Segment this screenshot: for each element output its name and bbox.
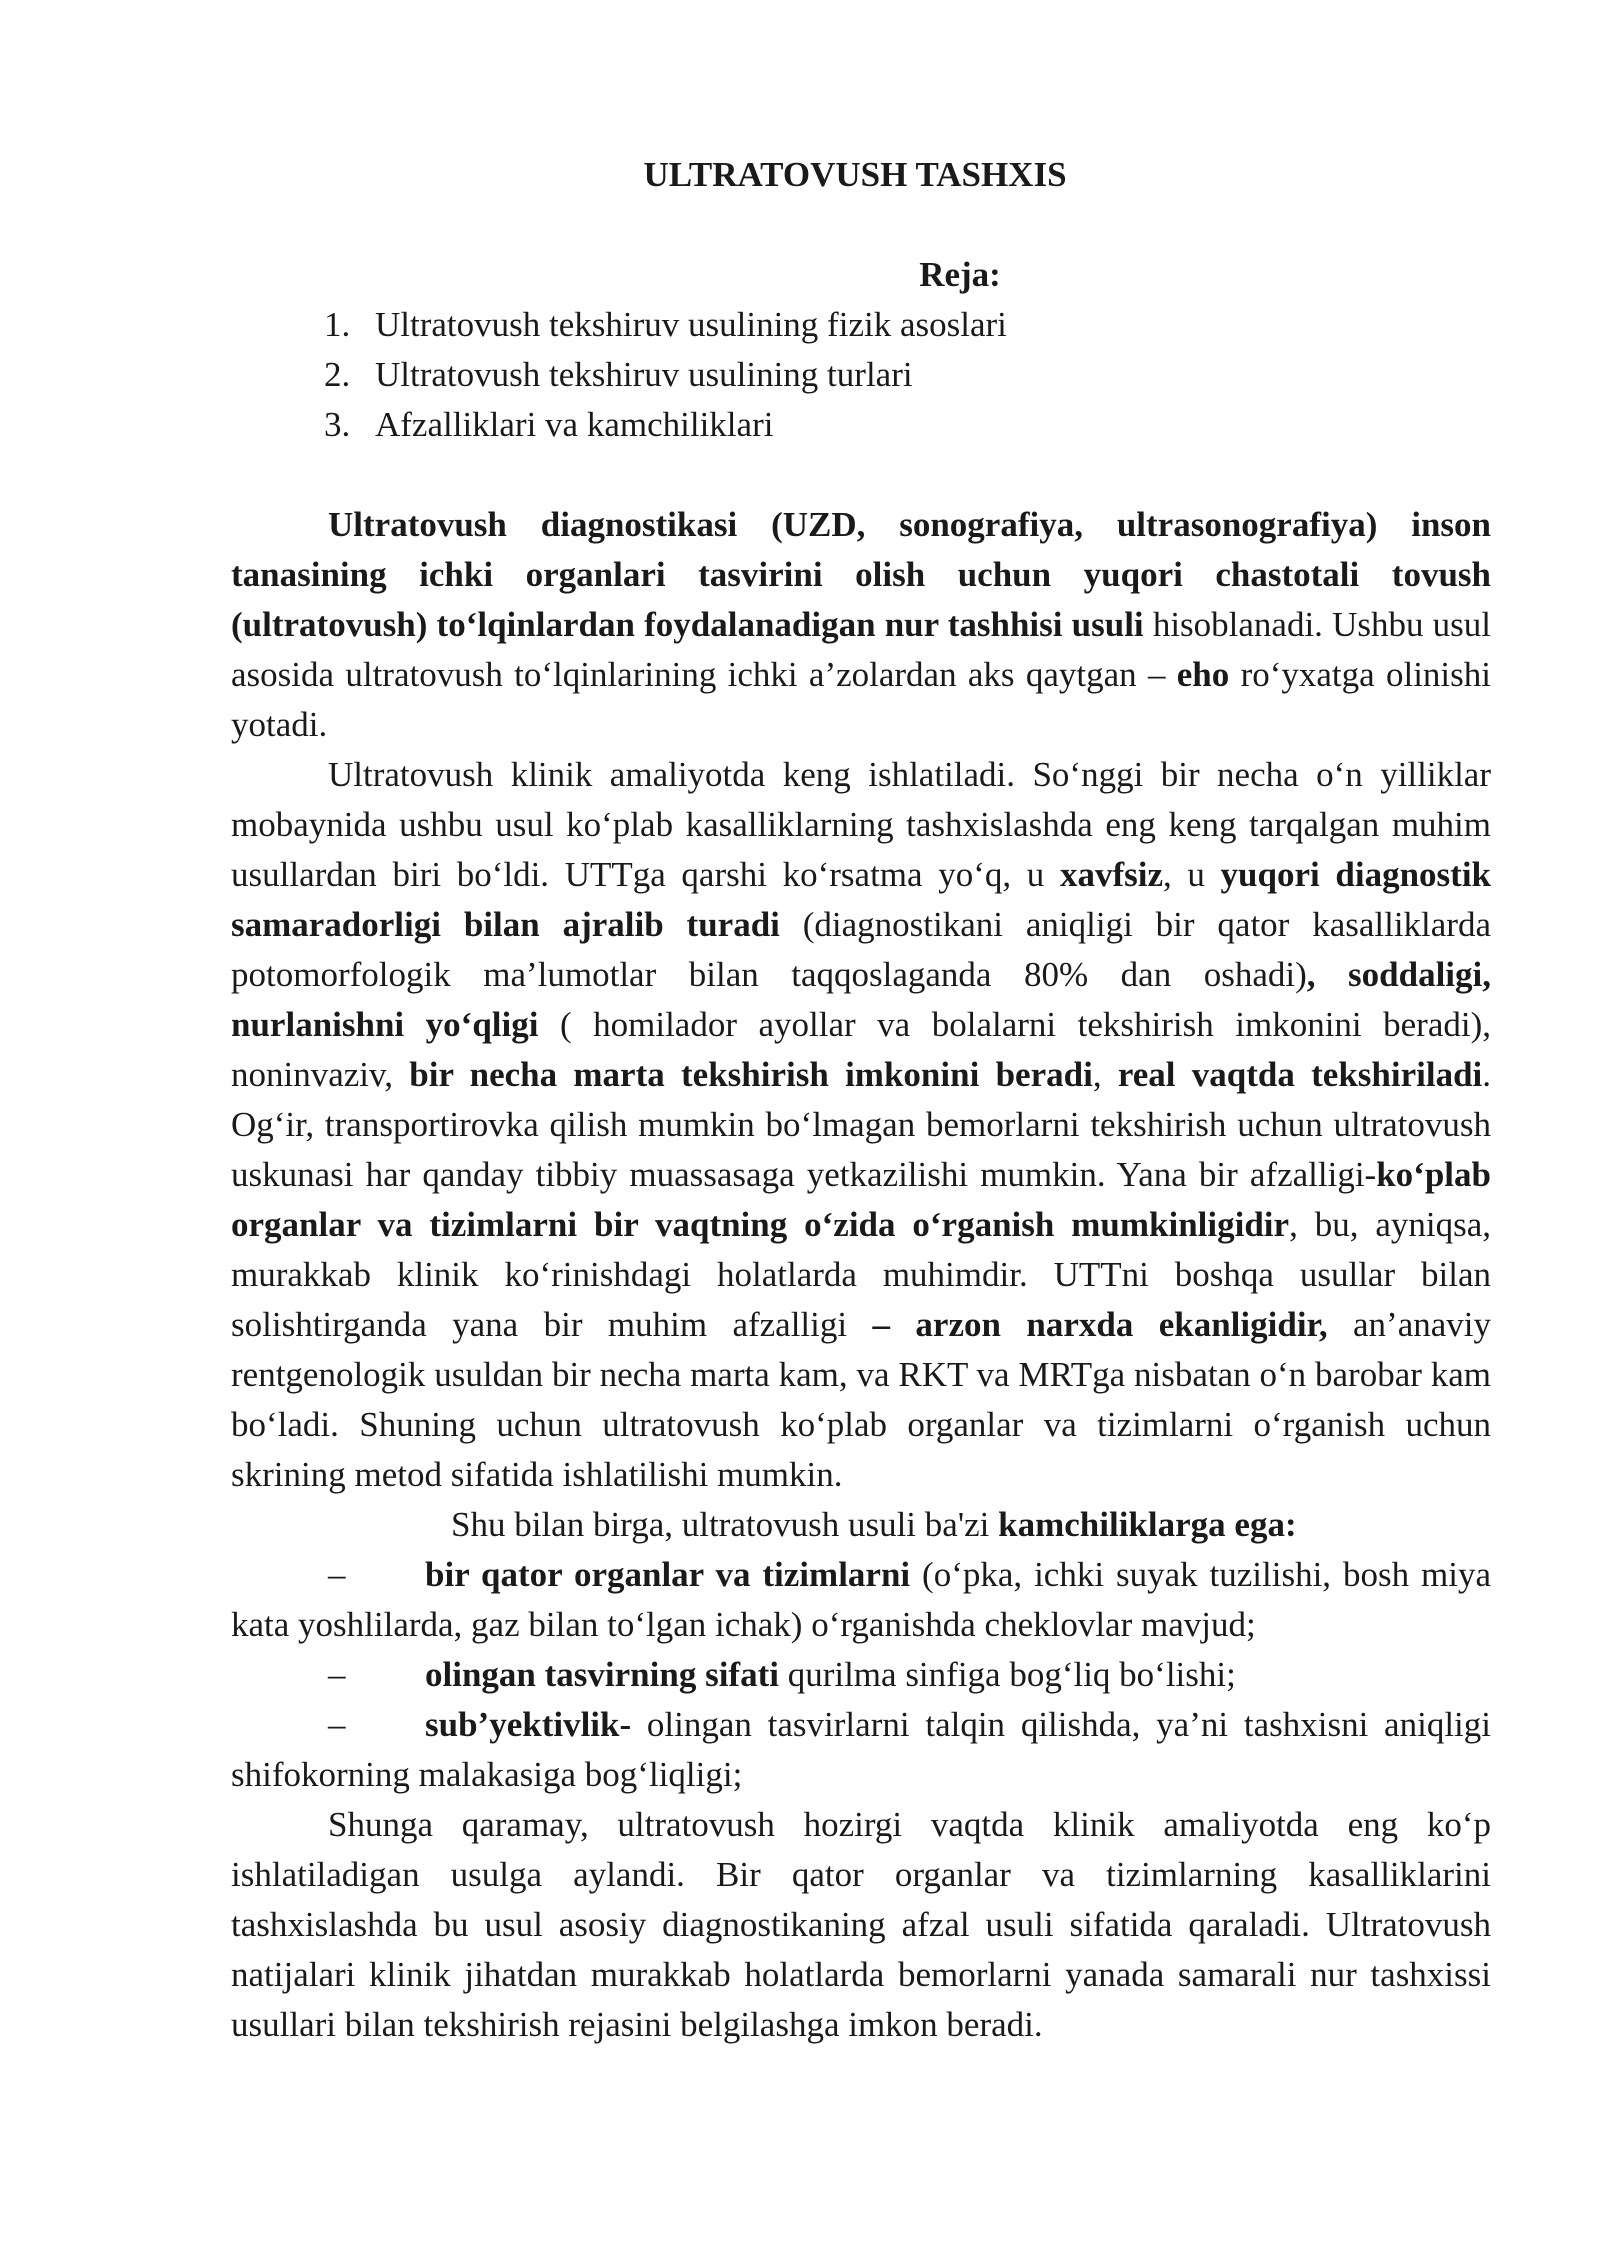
bold-text: bir necha marta tekshirish imkonini beradi xyxy=(409,1055,1093,1094)
text: hisoblanadi. Ushbu usul asosida ultratovush to‘lqinlarining ichki a’zolardan aks qaytgan – xyxy=(231,605,1491,694)
bold-text: , soddaligi, nurlanishni yo‘qligi xyxy=(231,955,1491,1044)
text: (diagnostikani aniqligi bir qator kasalliklarda potomorfologik ma’lumotlar bilan taqqoslaganda 80% dan oshadi) xyxy=(231,905,1491,994)
bold-text: bir qator organlar va tizimlarni xyxy=(425,1555,911,1594)
bold-text: xavfsiz xyxy=(1059,855,1163,894)
bold-text: eho xyxy=(1176,655,1230,694)
text: , xyxy=(1092,1055,1118,1094)
plan-item-text: Ultratovush tekshiruv usulining fizik asoslari xyxy=(375,305,1007,344)
plan-item-number: 2. xyxy=(324,355,351,394)
paragraph-drawbacks-intro xyxy=(231,1500,1491,1550)
paragraph-advantages xyxy=(231,750,1491,1500)
bold-text: kamchiliklarga ega: xyxy=(998,1505,1297,1544)
plan-item xyxy=(324,400,1007,450)
drawback-item xyxy=(231,1550,1491,1650)
bold-text: – arzon narxda ekanligidir, xyxy=(872,1305,1328,1344)
text: . Og‘ir, transportirovka qilish mumkin bo‘lmagan bemorlarni tekshirish uchun ultratovush uskunasi har qanday tibbiy muassasaga yetkazilishi mumkin. Yana bir afzalligi- xyxy=(231,1055,1492,1194)
bold-text: olingan tasvirning sifati xyxy=(425,1655,779,1694)
plan-item-text: Afzalliklari va kamchiliklari xyxy=(375,405,774,444)
plan-item xyxy=(324,300,1007,350)
text: an’anaviy rentgenologik usuldan bir necha marta kam, va RKT va MRTga nisbatan o‘n barobar kam bo‘ladi. Shuning uchun ultratovush ko‘plab organlar va tizimlarni o‘rganish uchun skrining metod sifatida ishlatilishi mumkin. xyxy=(231,1305,1492,1494)
text: , u xyxy=(1162,855,1221,894)
bold-text: yuqori diagnostik samaradorligi bilan ajralib turadi xyxy=(231,855,1492,944)
text: ro‘yxatga olinishi yotadi. xyxy=(231,655,1491,744)
paragraph-definition xyxy=(231,500,1491,750)
text: qurilma sinfiga bog‘liq bo‘lishi; xyxy=(778,1655,1236,1694)
plan-heading: Reja: xyxy=(919,255,1001,294)
plan-item-text: Ultratovush tekshiruv usulining turlari xyxy=(375,355,913,394)
drawback-item xyxy=(231,1650,1491,1700)
bold-text: Ultratovush diagnostikasi (UZD, sonografiya, ultrasonografiya) inson tanasining ichki organlari tasvirini olish uchun yuqori chastotali tovush (ultratovush) to‘lqinlardan foydalanadigan nur tashhisi usuli xyxy=(231,505,1491,644)
document-title: ULTRATOVUSH TASHXIS xyxy=(643,155,1067,194)
paragraph-conclusion: Shunga qaramay, ultratovush hozirgi vaqtda klinik amaliyotda eng ko‘p ishlatiladigan usulga aylandi. Bir qator organlar va tizimlarning kasalliklarini tashxislashda bu usul asosiy diagnostikaning afzal usuli sifatida qaraladi. Ultratovush natijalari klinik jihatdan murakkab holatlarda bemorlarni yanada samarali nur tashxissi usullari bilan tekshirish rejasini belgilashga imkon beradi. xyxy=(231,1805,1491,2044)
text: (o‘pka, ichki suyak tuzilishi, bosh miya kata yoshlilarda, gaz bilan to‘lgan ichak) o‘rganishda cheklovlar mavjud; xyxy=(231,1555,1491,1644)
bold-text: ko‘plab organlar va tizimlarni bir vaqtning o‘zida o‘rganish mumkinligidir xyxy=(231,1155,1491,1244)
text: Shu bilan birga, ultratovush usuli ba'zi xyxy=(451,1505,999,1544)
plan-item-number: 1. xyxy=(324,305,351,344)
text: ( homilador ayollar va bolalarni tekshirish imkonini beradi), noninvaziv, xyxy=(231,1005,1492,1094)
text: olingan tasvirlarni talqin qilishda, ya’ni tashxisni aniqligi shifokorning malakasiga bog‘liqligi; xyxy=(231,1705,1491,1794)
bold-text: sub’yektivlik- xyxy=(425,1705,632,1744)
plan-item xyxy=(324,350,1007,400)
plan-item-number: 3. xyxy=(324,405,351,444)
plan-list xyxy=(324,300,1007,450)
dash-marker: – xyxy=(328,1555,346,1594)
bold-text: real vaqtda tekshiriladi xyxy=(1117,1055,1483,1094)
document-body xyxy=(231,500,1491,2050)
text: Ultratovush klinik amaliyotda keng ishlatiladi. So‘nggi bir necha o‘n yilliklar mobaynida ushbu usul ko‘plab kasalliklarning tashxislashda eng keng tarqalgan muhim usullardan biri bo‘ldi. UTTga qarshi ko‘rsatma yo‘q, u xyxy=(231,755,1491,894)
text: , bu, ayniqsa, murakkab klinik ko‘rinishdagi holatlarda muhimdir. UTTni boshqa usullar bilan solishtirganda yana bir muhim afzalligi xyxy=(231,1205,1491,1344)
dash-marker: – xyxy=(328,1655,346,1694)
dash-marker: – xyxy=(328,1705,346,1744)
drawback-item xyxy=(231,1700,1491,1800)
